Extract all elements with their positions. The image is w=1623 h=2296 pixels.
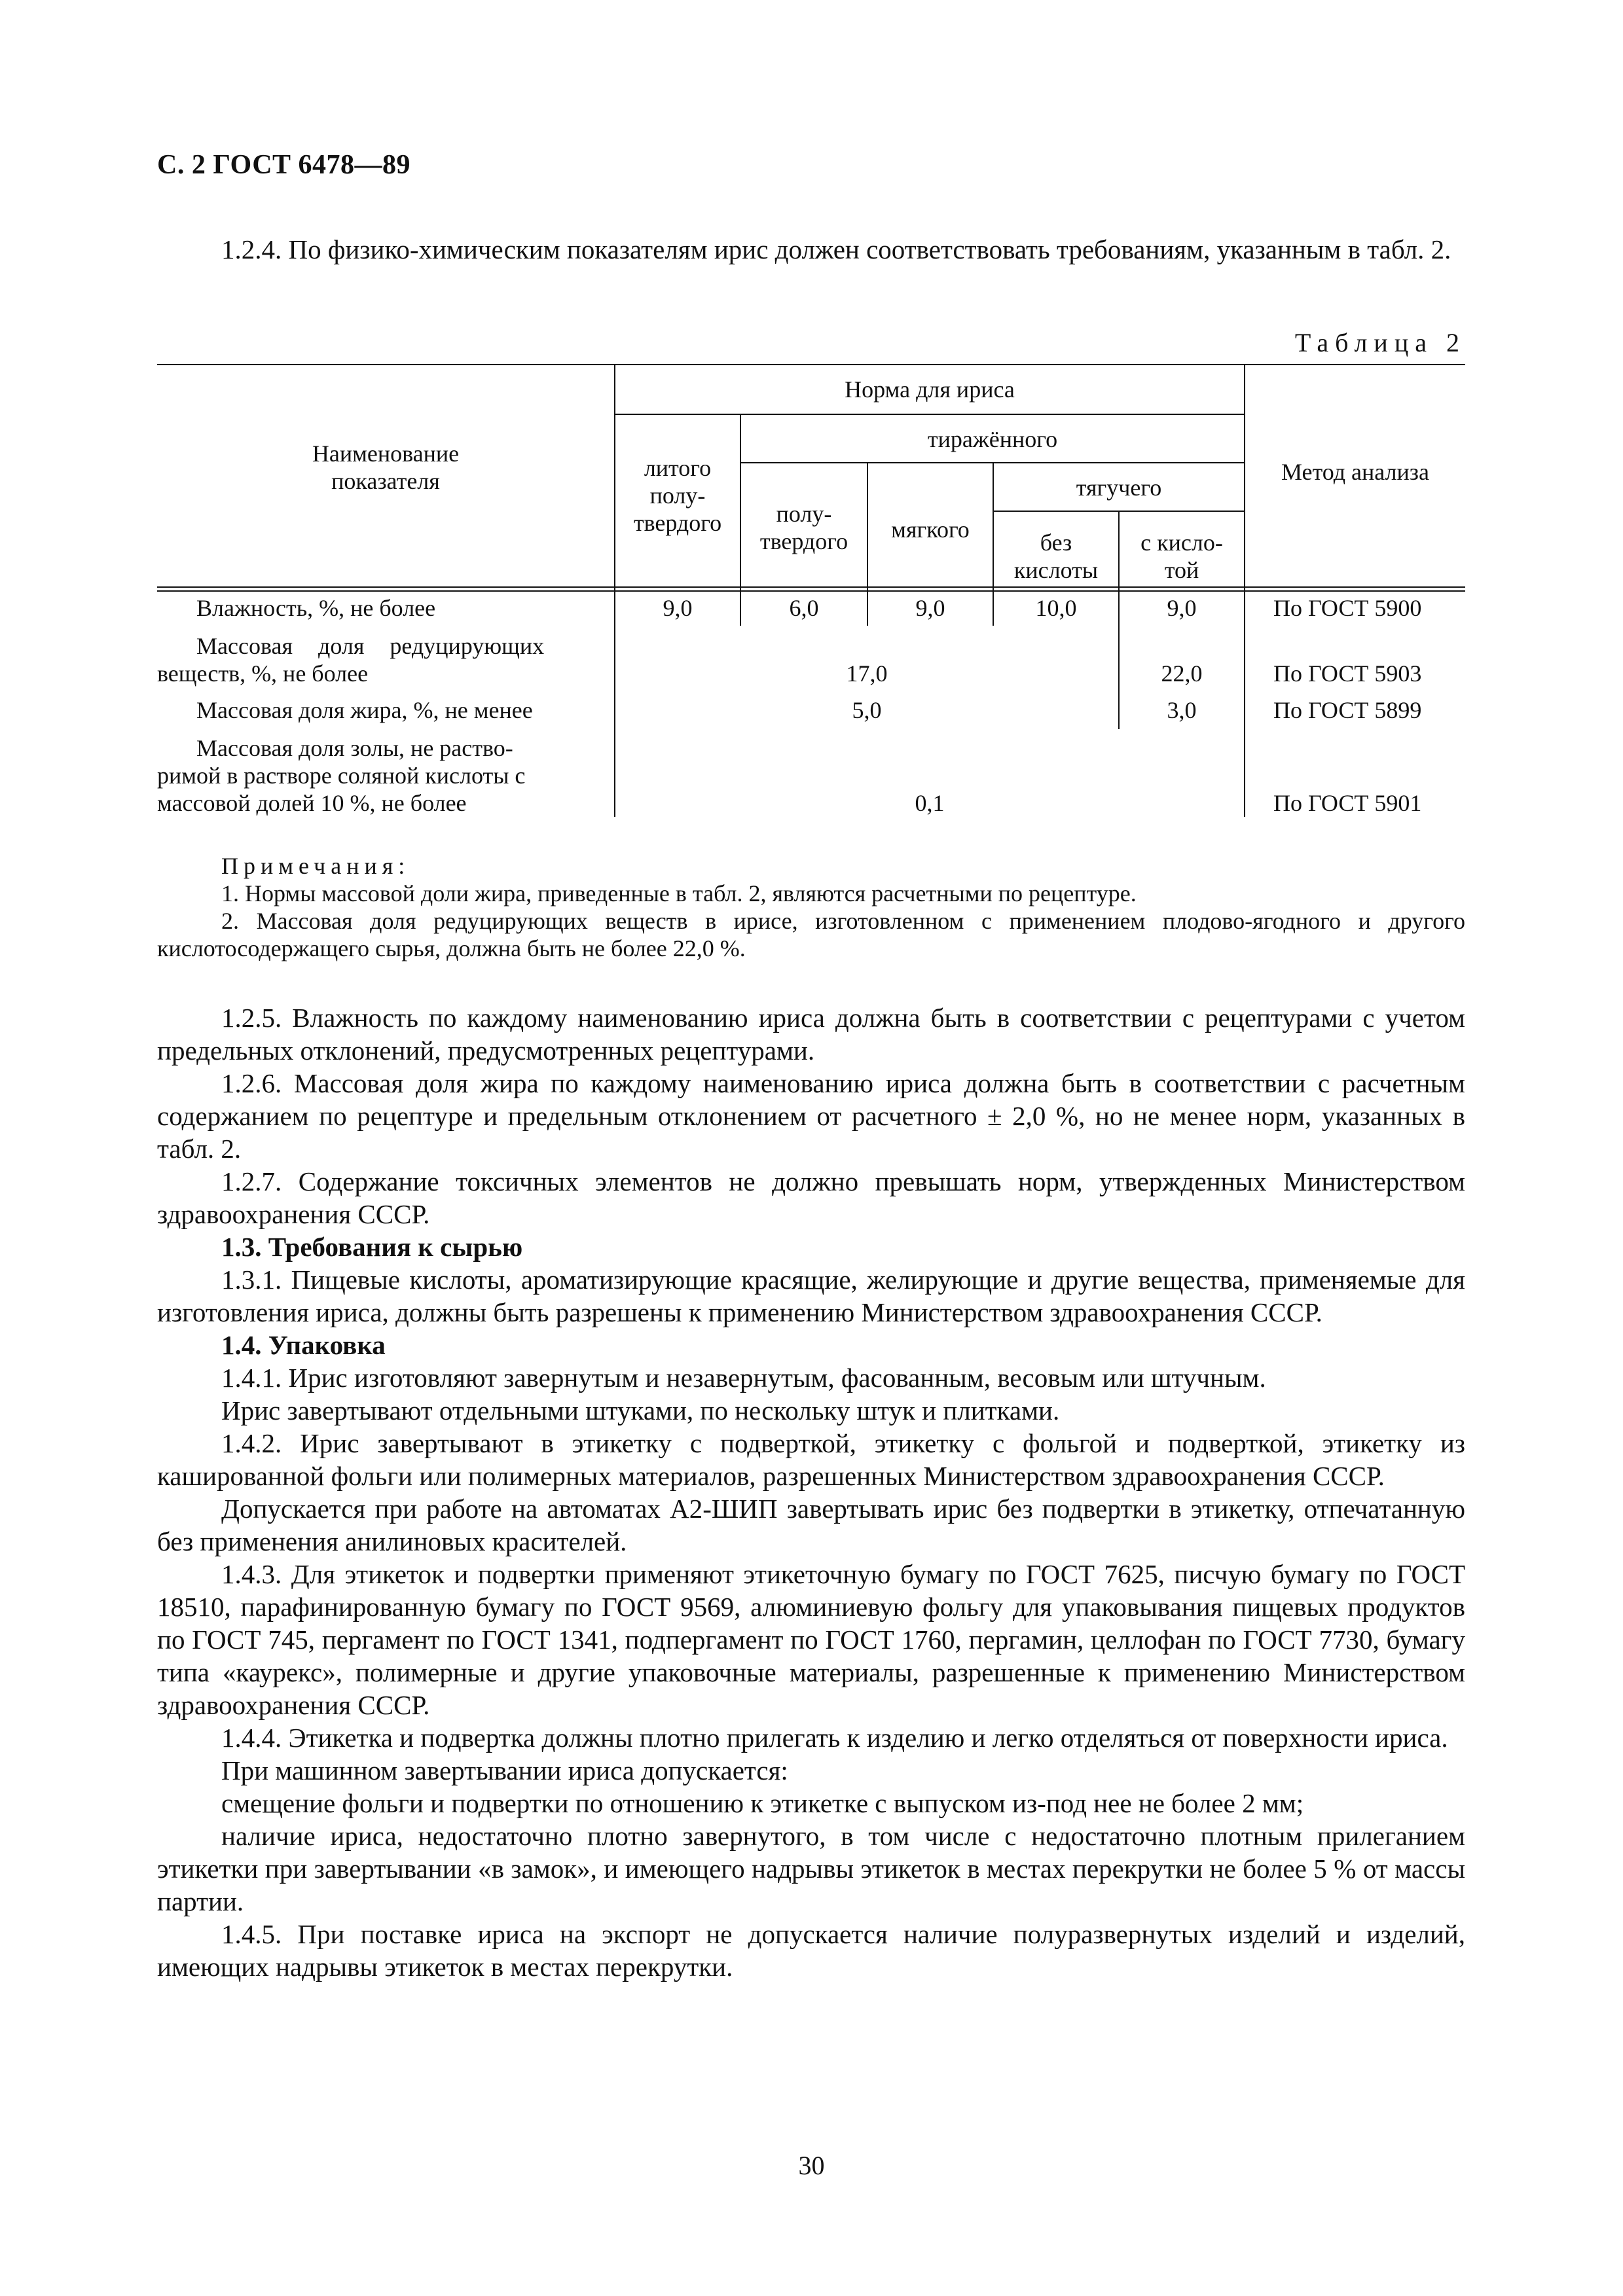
paragraph-1-4-1: 1.4.1. Ирис изготовляют завернутым и незавернутым, фасованным, весовым или штучным.: [221, 1363, 1266, 1393]
header-drawn: тиражённого: [927, 426, 1058, 452]
paragraph-1-4-5: 1.4.5. При поставке ириса на экспорт не допускается наличие полуразвернутых изделий и изделий, имеющих надрывы этикеток в местах перекрутки.: [157, 1919, 1465, 1982]
header-viscous: тягучего: [1076, 475, 1162, 501]
row-fat-name: Массовая доля жира, %, не менее: [196, 697, 533, 723]
table-caption: Таблица 2: [1294, 328, 1466, 357]
paragraph-1-4-3: 1.4.3. Для этикеток и подвертки применяют этикеточную бумагу по ГОСТ 7625, писчую бумагу по ГОСТ 18510, парафинированную бумагу по ГОСТ 9569, алюминиевую фольгу для упаковывания пищевых продуктов по ГОСТ 745, пергамент по ГОСТ 1341, подпергамент по ГОСТ 1760, пергамин, целлофан по ГОСТ 7730, бумагу типа «каурекс», полимерные и другие упаковочные материалы, разрешенные к применению Министерством здравоохранения СССР.: [157, 1559, 1465, 1720]
paragraph-1-2-5: 1.2.5. Влажность по каждому наименованию ириса должна быть в соответствии с рецептурами с учетом предельных отклонений, предусмотренных рецептурами.: [157, 1003, 1465, 1066]
row-reducing-method: По ГОСТ 5903: [1273, 660, 1422, 687]
body-text: [157, 1001, 1465, 1983]
table-cell: 17,0: [846, 660, 888, 687]
paragraph-1-4-1b: Ирис завертывают отдельными штуками, по нескольку штук и плитками.: [221, 1395, 1060, 1426]
page-header: С. 2 ГОСТ 6478—89: [157, 150, 411, 180]
paragraph-1-2-6: 1.2.6. Массовая доля жира по каждому наименованию ириса должна быть в соответствии с расчетным содержанием по рецептуре и предельным отклонением от расчетного ± 2,0 %, но не менее норм, указанных в табл. 2.: [157, 1068, 1465, 1164]
paragraph-1-4-2b: Допускается при работе на автоматах А2-ШИП завертывать ирис без подвертки в этикетку, отпечатанную без применения анилиновых красителей.: [157, 1494, 1465, 1556]
section-heading-1-3: 1.3. Требования к сырью: [221, 1232, 523, 1262]
header-norm: Норма для ириса: [845, 376, 1015, 403]
table-notes: [157, 852, 1465, 962]
notes-title: Примечания:: [221, 853, 410, 879]
table-cell: 9,0: [915, 595, 945, 621]
header-cast-semi-hard: литого полу- твердого: [633, 455, 722, 536]
page-number: 30: [798, 2151, 825, 2180]
paragraph-1-2-7: 1.2.7. Содержание токсичных элементов не должно превышать норм, утвержденных Министерством здравоохранения СССР.: [157, 1166, 1465, 1229]
table-cell: 6,0: [789, 595, 819, 621]
section-heading-1-4: 1.4. Упаковка: [221, 1330, 386, 1360]
note-1: 1. Нормы массовой доли жира, приведенные в табл. 2, являются расчетными по рецептуре.: [221, 880, 1137, 906]
row-moisture-name: Влажность, %, не более: [196, 595, 436, 621]
paragraph-1-4-4: 1.4.4. Этикетка и подвертка должны плотно прилегать к изделию и легко отделяться от поверхности ириса.: [221, 1723, 1448, 1753]
paragraph-1-4-4d: наличие ириса, недостаточно плотно завернутого, в том числе с недостаточно плотным прилеганием этикетки при завертывании «в замок», и имеющего надрывы этикеток в местах перекрутки не более 5 % от массы партии.: [157, 1821, 1465, 1916]
table-cell: 9,0: [663, 595, 693, 621]
row-moisture-method: По ГОСТ 5900: [1273, 595, 1422, 621]
table-cell: 5,0: [852, 697, 882, 723]
table-cell: 3,0: [1167, 697, 1197, 723]
header-soft: мягкого: [891, 516, 970, 543]
row-fat-method: По ГОСТ 5899: [1273, 697, 1422, 723]
header-no-acid: без кислоты: [1013, 529, 1099, 583]
paragraph-1-4-4c: смещение фольги и подвертки по отношению к этикетке с выпуском из-под нее не более 2 мм;: [221, 1788, 1304, 1818]
header-method: Метод анализа: [1281, 459, 1430, 485]
table-cell: 0,1: [915, 790, 945, 816]
header-with-acid: с кисло- той: [1140, 529, 1223, 583]
row-reducing-name: Массовая доля редуцирующих веществ, %, не более: [157, 633, 545, 687]
table-cell: 10,0: [1035, 595, 1077, 621]
row-ash-method: По ГОСТ 5901: [1273, 790, 1422, 816]
header-semi-hard: полу- твердого: [759, 501, 848, 554]
paragraph-1-4-4b: При машинном завертывании ириса допускается:: [221, 1755, 788, 1785]
table-cell: 22,0: [1161, 660, 1203, 687]
table-cell: 9,0: [1167, 595, 1197, 621]
paragraph-1-3-1: 1.3.1. Пищевые кислоты, ароматизирующие красящие, желирующие и другие вещества, применяемые для изготовления ириса, должны быть разрешены к применению Министерством здравоохранения СССР.: [157, 1265, 1465, 1327]
row-ash-name: Массовая доля золы, не раство- римой в растворе соляной кислоты с массовой долей 10 %, не более: [157, 735, 526, 816]
note-2: 2. Массовая доля редуцирующих веществ в ирисе, изготовленном с применением плодово-ягодного и другого кислотосодержащего сырья, должна быть не более 22,0 %.: [157, 908, 1465, 961]
paragraph-1-4-2: 1.4.2. Ирис завертывают в этикетку с подверткой, этикетку с фольгой и подверткой, этикетку из кашированной фольги или полимерных материалов, разрешенных Министерством здравоохранения СССР.: [157, 1428, 1465, 1491]
header-indicator-name: Наименование показателя: [312, 440, 460, 494]
paragraph-1-2-4: 1.2.4. По физико-химическим показателям ирис должен соответствовать требованиям, указанным в табл. 2.: [221, 234, 1451, 264]
